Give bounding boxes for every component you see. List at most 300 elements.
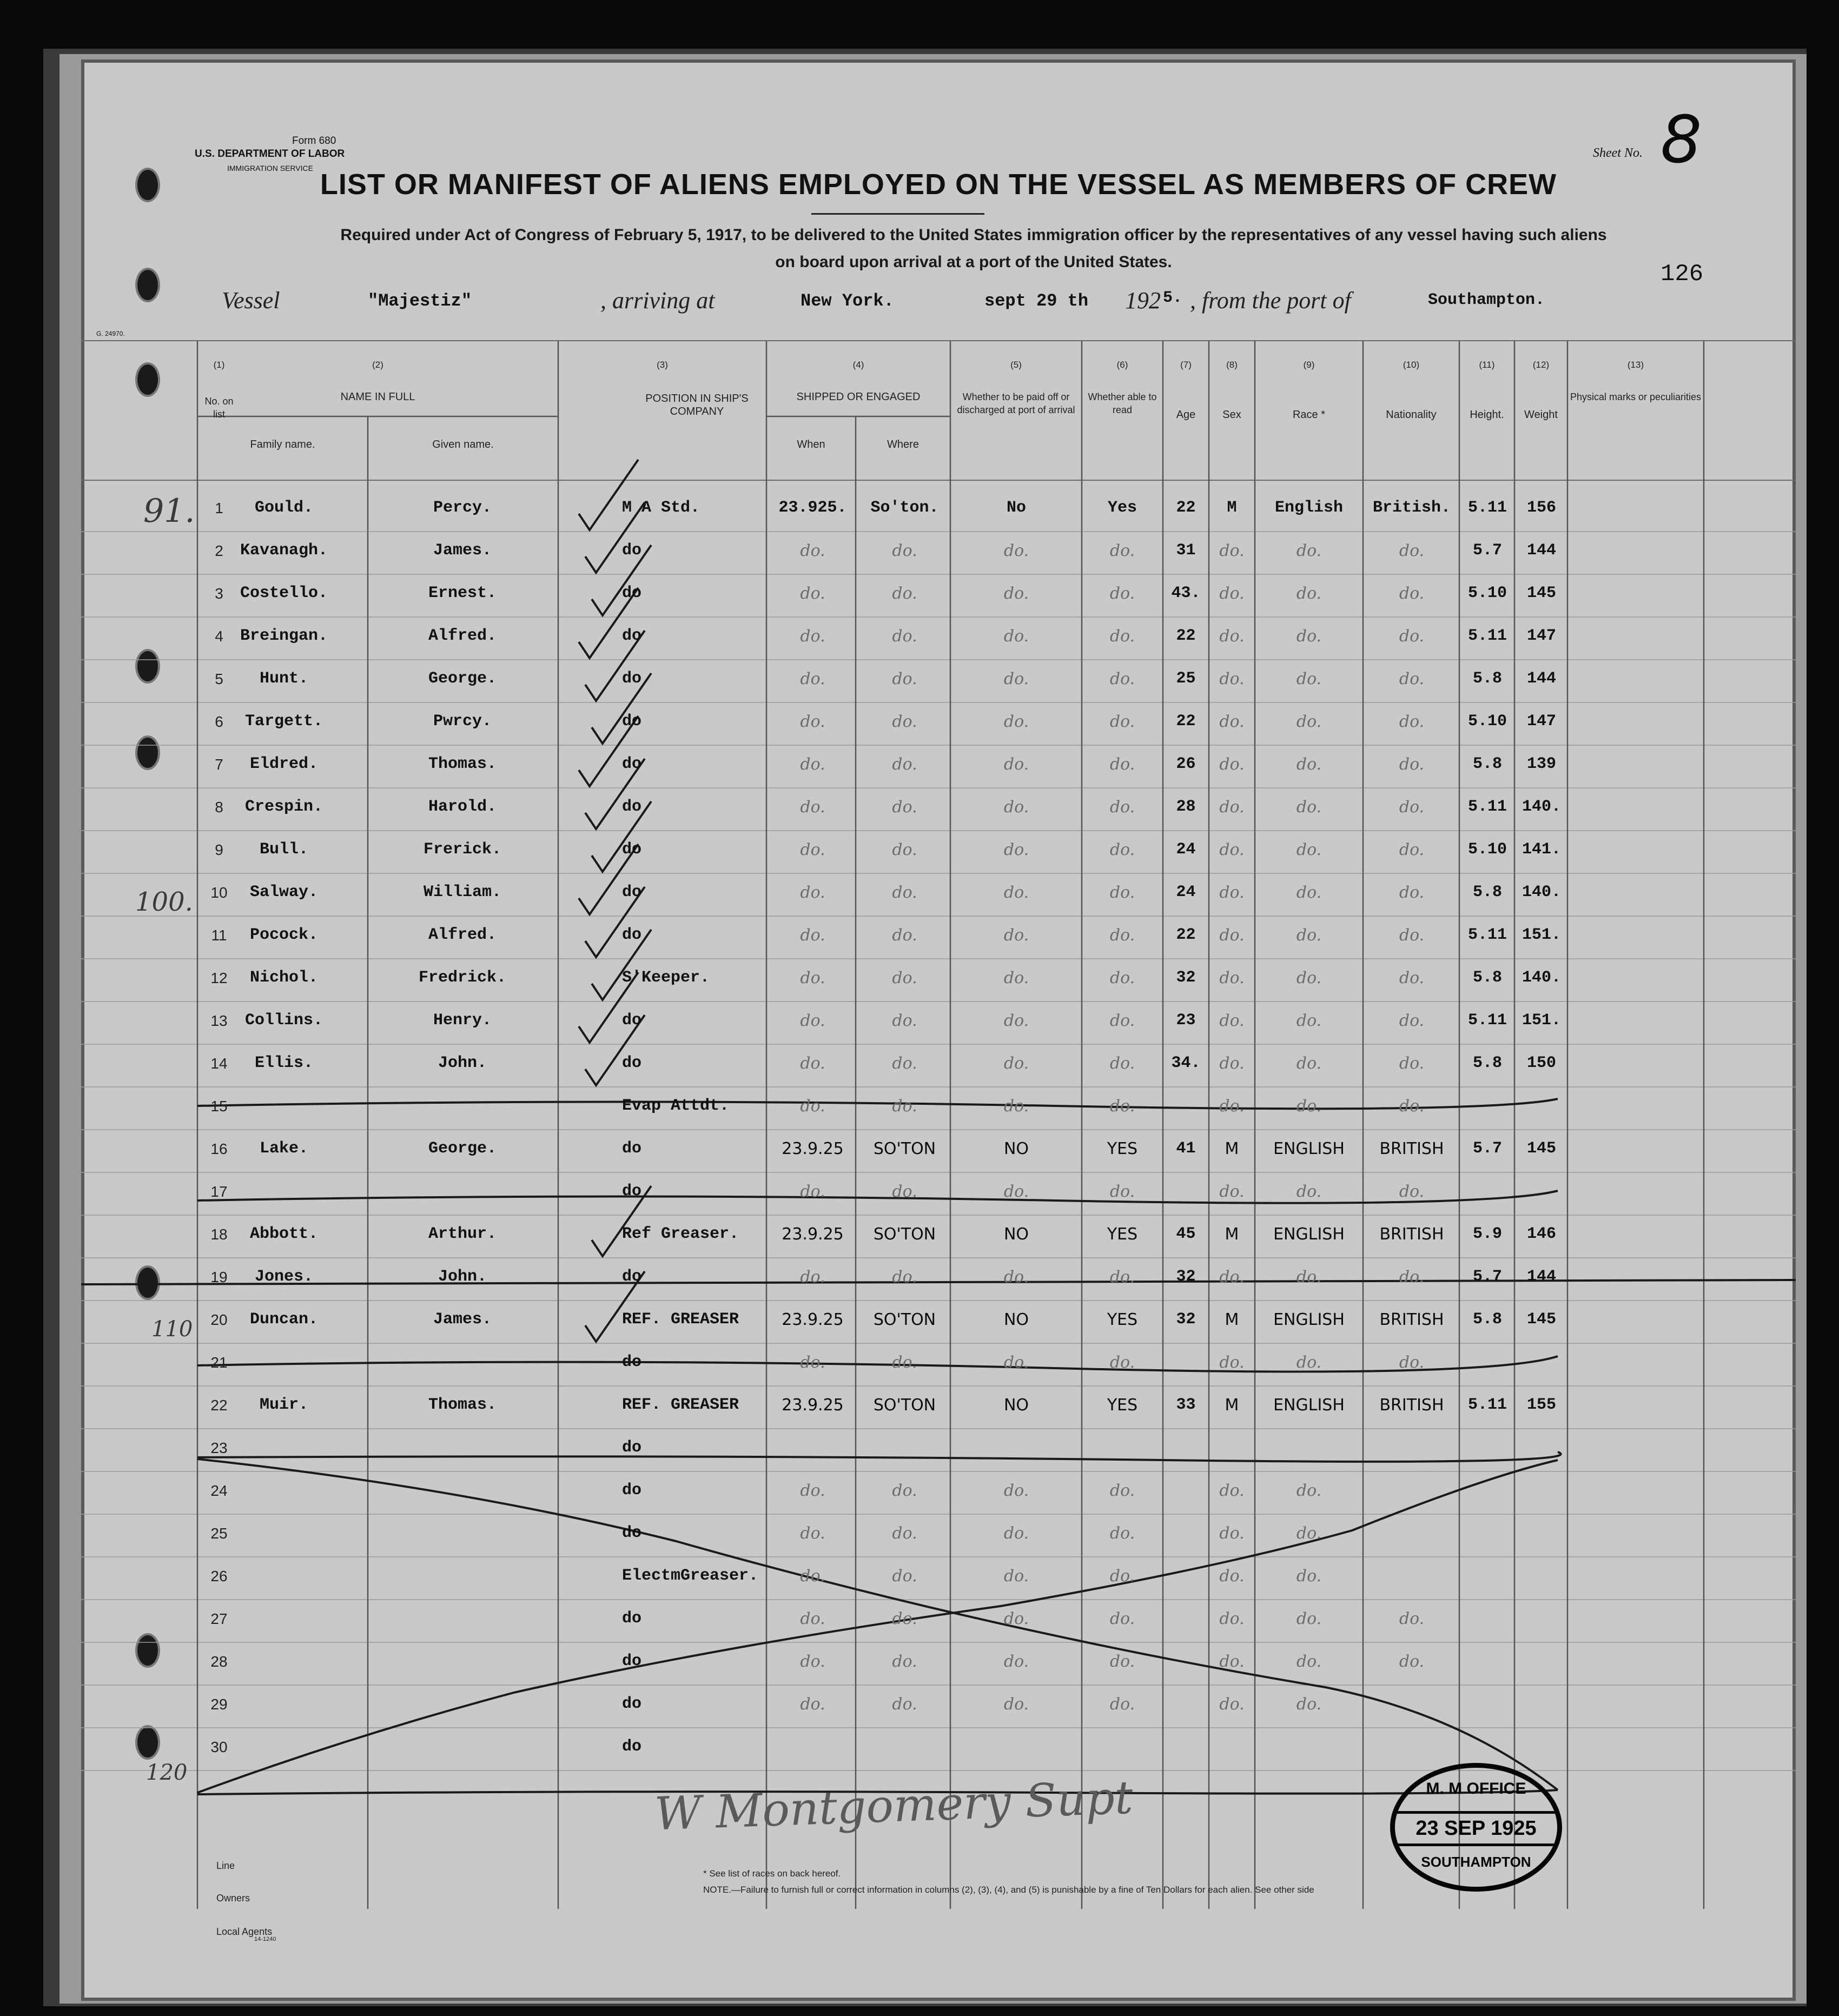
cell-age: 24 (1176, 883, 1196, 901)
cell-nat: do. (1399, 584, 1425, 603)
cell-when: do. (800, 969, 825, 987)
cell-given: John. (438, 1054, 487, 1072)
departure-port: Southampton. (1428, 291, 1545, 309)
cell-read: do. (1109, 755, 1135, 774)
col-num-5: (5) (1010, 360, 1022, 370)
cell-given: Alfred. (428, 926, 497, 944)
cell-nat: do. (1399, 712, 1425, 731)
footer-agents-label: Local Agents (216, 1926, 273, 1937)
cell-nat: do. (1399, 755, 1425, 774)
cell-weight: 140. (1522, 883, 1561, 901)
cell-nat: do. (1399, 541, 1425, 560)
cell-nat: do. (1399, 1054, 1425, 1073)
cell-family: Bull. (259, 840, 308, 859)
cell-height: 5.7 (1472, 541, 1502, 560)
cell-given: Henry. (433, 1011, 492, 1030)
cell-height: 5.11 (1467, 499, 1507, 517)
vessel-name: "Majestiz" (368, 291, 472, 311)
subheader-family: Family name. (250, 439, 315, 450)
cell-position: Ref Greaser. (622, 1225, 739, 1243)
cell-read: do. (1109, 627, 1135, 646)
row-number: 19 (210, 1269, 228, 1285)
cell-weight: 155 (1526, 1396, 1556, 1414)
cell-paid: do. (1003, 1353, 1029, 1372)
cell-read: do. (1109, 1353, 1135, 1372)
cell-sex: do. (1219, 1609, 1245, 1628)
row-number: 14 (210, 1055, 228, 1072)
cell-when: do. (800, 1567, 825, 1586)
cell-sex: do. (1219, 1182, 1245, 1201)
cell-given: George. (428, 669, 497, 688)
cell-sex: do. (1219, 755, 1245, 774)
row-number: 4 (215, 628, 223, 645)
cell-position: do (622, 883, 642, 901)
cell-where: do. (892, 1097, 917, 1116)
cell-sex: do. (1219, 584, 1245, 603)
row-number: 3 (215, 585, 223, 602)
cell-where: SO'TON (873, 1225, 936, 1244)
cell-read: do. (1109, 883, 1135, 902)
cell-paid: NO (1003, 1225, 1029, 1244)
cell-nat: BRITISH (1379, 1396, 1444, 1415)
cell-when: 23.9.25 (782, 1139, 844, 1158)
cell-race: do. (1296, 926, 1322, 945)
cell-height: 5.11 (1467, 926, 1507, 944)
cell-position: S'Keeper. (622, 969, 710, 987)
row-number: 5 (215, 671, 223, 687)
row-number: 16 (210, 1140, 228, 1157)
cell-age: 45 (1176, 1225, 1196, 1243)
cell-paid: do. (1003, 1097, 1029, 1116)
cell-given: Percy. (433, 499, 492, 517)
cell-weight: 156 (1526, 499, 1556, 517)
cell-nat: do. (1399, 926, 1425, 945)
cell-position: do (622, 926, 642, 944)
cell-nat: do. (1399, 1011, 1425, 1030)
cell-age: 22 (1176, 499, 1196, 517)
row-number: 11 (211, 927, 227, 944)
cell-when: 23.925. (778, 499, 847, 517)
cell-weight: 147 (1526, 712, 1556, 731)
cell-where: do. (892, 926, 917, 945)
cell-family: Lake. (259, 1139, 308, 1158)
cell-age: 25 (1176, 669, 1196, 688)
cell-paid: do. (1003, 883, 1029, 902)
cell-race: do. (1296, 1182, 1322, 1201)
cell-nat: do. (1399, 627, 1425, 646)
cell-when: do. (800, 1054, 825, 1073)
cell-given: Harold. (428, 798, 497, 816)
cell-paid: do. (1003, 1182, 1029, 1201)
cell-read: do. (1109, 798, 1135, 817)
cell-paid: NO (1003, 1396, 1029, 1415)
cell-read: do. (1109, 1695, 1135, 1714)
cell-position: Evap Attdt. (622, 1097, 730, 1115)
cell-position: do (622, 1695, 642, 1713)
cell-weight: 150 (1526, 1054, 1556, 1072)
cell-read: do. (1109, 541, 1135, 560)
cell-where: do. (892, 1182, 917, 1201)
cell-sex: M (1225, 1310, 1239, 1329)
row-number: 27 (210, 1610, 228, 1627)
cell-race: do. (1296, 1695, 1322, 1714)
row-number: 2 (215, 542, 223, 559)
cell-sex: do. (1219, 1652, 1245, 1671)
cell-position: do (622, 627, 642, 645)
footer-owners-label: Owners (216, 1893, 250, 1904)
subtitle-line-1: Required under Act of Congress of February 5, 1917, to be delivered to the United States immigration officer by the representatives of any vessel having such aliens (340, 226, 1607, 244)
cell-age: 22 (1176, 627, 1196, 645)
cell-where: do. (892, 1567, 917, 1586)
cell-sex: do. (1219, 712, 1245, 731)
cell-height: 5.10 (1467, 712, 1507, 731)
cell-paid: do. (1003, 1268, 1029, 1286)
cell-height: 5.9 (1472, 1225, 1502, 1243)
cell-given: James. (433, 1310, 492, 1329)
cell-sex: do. (1219, 1695, 1245, 1714)
cell-when: do. (800, 1524, 825, 1543)
subheader-given: Given name. (432, 439, 494, 450)
cell-nat: do. (1399, 969, 1425, 987)
row-number: 18 (210, 1226, 228, 1243)
cell-where: SO'TON (873, 1310, 936, 1329)
cell-paid: do. (1003, 1695, 1029, 1714)
cell-height: 5.8 (1472, 755, 1502, 773)
cell-where: do. (892, 1609, 917, 1628)
cell-when: do. (800, 883, 825, 902)
row-number: 12 (210, 970, 228, 986)
cell-sex: do. (1219, 1353, 1245, 1372)
cell-when: do. (800, 840, 825, 859)
cell-position: do (622, 1652, 642, 1670)
cell-position: do (622, 1609, 642, 1628)
cell-where: do. (892, 627, 917, 646)
col-header-position: POSITION IN SHIP'S COMPANY (645, 393, 749, 417)
year-typed: 5. (1163, 289, 1183, 307)
cell-when: do. (800, 926, 825, 945)
cell-family: Kavanagh. (240, 541, 328, 560)
cell-given: Frerick. (423, 840, 502, 859)
cell-read: do. (1109, 584, 1135, 603)
cell-position: M A Std. (622, 499, 700, 517)
cell-age: 32 (1176, 969, 1196, 987)
cell-read: do. (1109, 1097, 1135, 1116)
cell-paid: do. (1003, 1567, 1029, 1586)
cell-where: do. (892, 1652, 917, 1671)
cell-where: do. (892, 669, 917, 688)
cell-sex: do. (1219, 1011, 1245, 1030)
cell-when: 23.9.25 (782, 1310, 844, 1329)
cell-race: do. (1296, 1481, 1322, 1500)
vessel-label: Vessel (222, 287, 280, 314)
col-header-shipped: SHIPPED OR ENGAGED (796, 391, 921, 403)
row-number: 13 (210, 1012, 228, 1029)
cell-read: do. (1109, 1011, 1135, 1030)
cell-read: do. (1109, 712, 1135, 731)
cell-paid: do. (1003, 926, 1029, 945)
cell-where: do. (892, 840, 917, 859)
cell-sex: do. (1219, 1054, 1245, 1073)
cell-age: 33 (1176, 1396, 1196, 1414)
cell-height: 5.7 (1472, 1139, 1502, 1158)
cell-race: do. (1296, 1097, 1322, 1116)
cell-position: REF. GREASER (622, 1396, 739, 1414)
cell-sex: M (1227, 499, 1237, 517)
row-number: 22 (210, 1397, 228, 1414)
cell-position: do (622, 584, 642, 602)
col-header-name: NAME IN FULL (340, 391, 415, 403)
stamp-bottom: SOUTHAMPTON (1421, 1854, 1531, 1870)
cell-family: Muir. (259, 1396, 308, 1414)
cell-age: 28 (1176, 798, 1196, 816)
cell-when: do. (800, 541, 825, 560)
cell-where: do. (892, 1054, 917, 1073)
cell-given: John. (438, 1268, 487, 1286)
cell-given: Thomas. (428, 1396, 497, 1414)
cell-given: Fredrick. (418, 969, 507, 987)
row-number: 23 (210, 1440, 228, 1456)
cell-position: do (622, 1268, 642, 1286)
from-port-label: , from the port of (1190, 287, 1351, 314)
cell-read: do. (1109, 1524, 1135, 1543)
year-printed: 192 (1125, 287, 1161, 314)
cell-nat: do. (1399, 1652, 1425, 1671)
cell-nat: do. (1399, 1268, 1425, 1286)
cell-sex: do. (1219, 669, 1245, 688)
cell-when: do. (800, 1011, 825, 1030)
cell-weight: 151. (1522, 1011, 1561, 1030)
cell-age: 32 (1176, 1310, 1196, 1329)
cell-race: do. (1296, 969, 1322, 987)
cell-paid: do. (1003, 712, 1029, 731)
subheader-when: When (797, 439, 825, 450)
row-number: 8 (215, 799, 223, 815)
row-number: 29 (210, 1696, 228, 1713)
cell-where: do. (892, 1524, 917, 1543)
cell-position: do (622, 1011, 642, 1030)
footer-print-code: 14-1240 (254, 1936, 276, 1942)
cell-race: ENGLISH (1273, 1310, 1345, 1329)
cell-family: Jones. (254, 1268, 314, 1286)
cell-position: do (622, 1481, 642, 1500)
cell-position: do (622, 1054, 642, 1072)
cell-paid: do. (1003, 669, 1029, 688)
cell-race: do. (1296, 1054, 1322, 1073)
subtitle-line-2: on board upon arrival at a port of the United States. (775, 253, 1172, 271)
cell-height: 5.11 (1467, 627, 1507, 645)
cell-paid: do. (1003, 840, 1029, 859)
cell-paid: do. (1003, 1011, 1029, 1030)
cell-when: 23.9.25 (782, 1396, 844, 1415)
cell-when: do. (800, 1652, 825, 1671)
cell-when: do. (800, 1268, 825, 1286)
cell-race: do. (1296, 584, 1322, 603)
cell-position: ElectmGreaser. (622, 1567, 759, 1585)
cell-sex: do. (1219, 1481, 1245, 1500)
cell-family: Ellis. (254, 1054, 314, 1072)
cell-race: do. (1296, 798, 1322, 817)
cell-race: do. (1296, 1524, 1322, 1543)
subheader-where: Where (887, 439, 919, 450)
cell-position: do (622, 712, 642, 731)
margin-note: 120 (146, 1760, 188, 1785)
cell-nat: BRITISH (1379, 1139, 1444, 1158)
cell-where: SO'TON (873, 1139, 936, 1158)
cell-given: Ernest. (428, 584, 497, 602)
arrival-port: New York. (801, 291, 894, 311)
cell-given: William. (423, 883, 502, 901)
cell-age: 41 (1176, 1139, 1196, 1158)
cell-nat: do. (1399, 1182, 1425, 1201)
signature: W Montgomery Supt (653, 1770, 1134, 1841)
cell-read: do. (1109, 969, 1135, 987)
cell-where: do. (892, 755, 917, 774)
cell-age: 23 (1176, 1011, 1196, 1030)
row-number: 26 (210, 1568, 228, 1584)
cell-position: do (622, 1524, 642, 1542)
cell-where: do. (892, 1268, 917, 1286)
cell-read: YES (1107, 1139, 1138, 1158)
col-num-9: (9) (1303, 360, 1315, 370)
cell-when: do. (800, 1182, 825, 1201)
cell-weight: 145 (1526, 1139, 1556, 1158)
footer-line-label: Line (216, 1860, 235, 1871)
cell-height: 5.11 (1467, 798, 1507, 816)
cell-race: do. (1296, 1567, 1322, 1586)
cell-sex: do. (1219, 1524, 1245, 1543)
cell-sex: M (1225, 1139, 1239, 1158)
cell-paid: do. (1003, 541, 1029, 560)
department: U.S. DEPARTMENT OF LABOR (195, 148, 345, 160)
cell-paid: do. (1003, 584, 1029, 603)
cell-where: do. (892, 1695, 917, 1714)
col-header-age: Age (1176, 409, 1196, 421)
cell-age: 32 (1176, 1268, 1196, 1286)
cell-age: 22 (1176, 712, 1196, 731)
cell-weight: 151. (1522, 926, 1561, 944)
row-number: 6 (215, 713, 223, 730)
cell-when: do. (800, 584, 825, 603)
cell-race: do. (1296, 541, 1322, 560)
row-number: 28 (210, 1653, 228, 1670)
cell-given: Pwrcy. (433, 712, 492, 731)
row-number: 10 (210, 884, 228, 901)
cell-where: do. (892, 1011, 917, 1030)
cell-family: Gould. (254, 499, 314, 517)
form-number: Form 680 (292, 135, 336, 147)
cell-read: Yes (1107, 499, 1137, 517)
cell-family: Hunt. (259, 669, 308, 688)
cell-family: Salway. (249, 883, 319, 901)
cell-nat: do. (1399, 840, 1425, 859)
cell-read: do. (1109, 1481, 1135, 1500)
cell-family: Costello. (240, 584, 328, 602)
cell-paid: No (1006, 499, 1026, 517)
cell-position: do (622, 541, 642, 560)
cell-race: do. (1296, 840, 1322, 859)
cell-paid: do. (1003, 798, 1029, 817)
cell-position: do (622, 1738, 642, 1756)
cell-weight: 139 (1526, 755, 1556, 773)
cell-where: do. (892, 584, 917, 603)
cell-height: 5.11 (1467, 1396, 1507, 1414)
cell-race: do. (1296, 669, 1322, 688)
cell-where: do. (892, 1353, 917, 1372)
cell-height: 5.10 (1467, 840, 1507, 859)
cell-paid: do. (1003, 1481, 1029, 1500)
cell-paid: NO (1003, 1139, 1029, 1158)
cell-race: ENGLISH (1273, 1139, 1345, 1158)
row-number: 15 (210, 1098, 228, 1115)
cell-weight: 147 (1526, 627, 1556, 645)
cell-where: do. (892, 969, 917, 987)
arriving-label: , arriving at (600, 287, 715, 314)
row-number: 20 (210, 1311, 228, 1328)
cell-where: do. (892, 798, 917, 817)
row-number: 24 (210, 1482, 228, 1499)
col-header-paid-off: Whether to be paid off or discharged at port of arrival (957, 392, 1075, 415)
cell-sex: do. (1219, 798, 1245, 817)
cell-position: do (622, 798, 642, 816)
cell-position: do (622, 1438, 642, 1457)
cell-race: English (1274, 499, 1344, 517)
stamp-top: M. M OFFICE (1426, 1780, 1526, 1798)
cell-height: 5.7 (1472, 1268, 1502, 1286)
cell-when: do. (800, 1481, 825, 1500)
cell-weight: 140. (1522, 969, 1561, 987)
cell-weight: 141. (1522, 840, 1561, 859)
cell-position: do (622, 669, 642, 688)
cell-sex: do. (1219, 541, 1245, 560)
cell-race: ENGLISH (1273, 1225, 1345, 1244)
cell-read: YES (1107, 1396, 1138, 1415)
cell-position: do (622, 755, 642, 773)
col-num-7: (7) (1180, 360, 1192, 370)
cell-family: Nichol. (249, 969, 319, 987)
cell-family: Eldred. (249, 755, 319, 773)
cell-read: do. (1109, 1609, 1135, 1628)
cell-paid: do. (1003, 1524, 1029, 1543)
cell-when: do. (800, 1609, 825, 1628)
cell-family: Duncan. (249, 1310, 319, 1329)
cell-race: do. (1296, 712, 1322, 731)
office-stamp (1390, 1763, 1562, 1892)
cell-weight: 144 (1526, 1268, 1556, 1286)
col-num-10: (10) (1403, 360, 1420, 370)
manifest-sheet (81, 59, 1796, 2001)
cell-paid: do. (1003, 627, 1029, 646)
cell-race: do. (1296, 1268, 1322, 1286)
footer-race-note: * See list of races on back hereof. (703, 1868, 841, 1879)
cell-race: do. (1296, 1353, 1322, 1372)
cell-when: 23.9.25 (782, 1225, 844, 1244)
cell-when: do. (800, 1353, 825, 1372)
arrival-date: sept 29 th (984, 291, 1089, 311)
cell-sex: do. (1219, 840, 1245, 859)
cell-read: do. (1109, 1268, 1135, 1286)
cell-age: 26 (1176, 755, 1196, 773)
row-number: 30 (210, 1739, 228, 1755)
cell-paid: do. (1003, 1054, 1029, 1073)
col-header-weight: Weight (1524, 409, 1558, 421)
col-num-8: (8) (1226, 360, 1238, 370)
cell-age: 22 (1176, 926, 1196, 944)
cell-race: do. (1296, 883, 1322, 902)
col-num-3: (3) (657, 360, 668, 370)
cell-nat: do. (1399, 669, 1425, 688)
cell-read: do. (1109, 926, 1135, 945)
cell-height: 5.11 (1467, 1011, 1507, 1030)
